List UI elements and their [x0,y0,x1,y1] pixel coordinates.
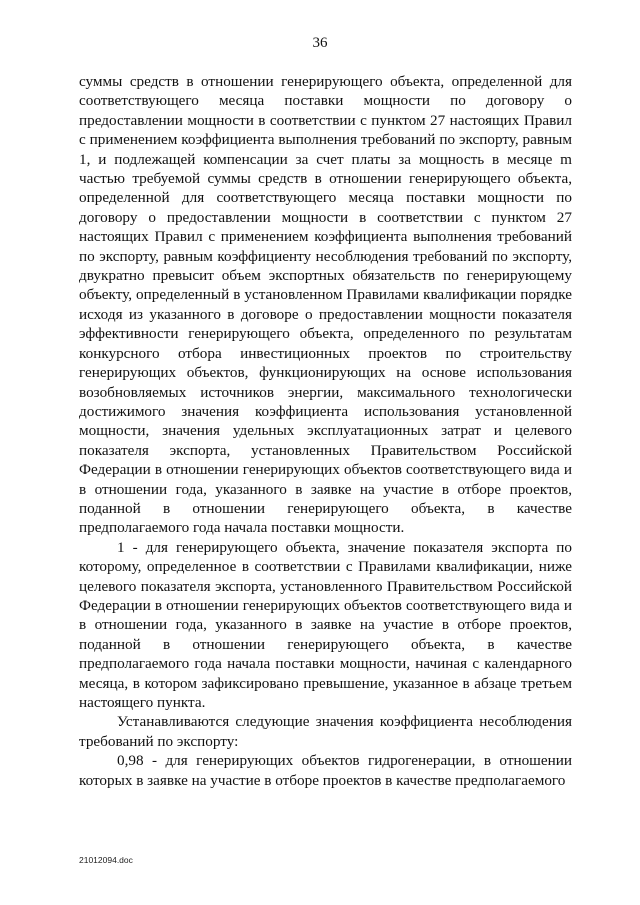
paragraph-4: 0,98 - для генерирующих объектов гидрогенерации, в отношении которых в заявке на участие в отборе проектов в качестве предполагаемого [79,752,572,789]
paragraph-2: 1 - для генерирующего объекта, значение показателя экспорта по которому, определенное в соответствии с Правилами квалификации, ниже целевого показателя экспорта, установленного Правительством Российской Федерации в отношении генерирующих объектов соответствующего вида и в отношении года, указанного в заявке на участие в отборе проектов, поданной в отношении генерирующего объекта, в качестве предполагаемого года начала поставки мощности, начиная с календарного месяца, в котором зафиксировано превышение, указанное в абзаце третьем настоящего пункта. [79,538,572,711]
page-number: 36 [312,35,328,51]
paragraph-3: Устанавливаются следующие значения коэффициента несоблюдения требований по экспорту: [79,713,572,750]
paragraph-1: суммы средств в отношении генерирующего объекта, определенной для соответствующего месяца поставки мощности по договору о предоставлении мощности в соответствии с пунктом 27 настоящих Правил с применением коэффициента выполнения требований по экспорту, равным 1, и подлежащей компенсации за счет платы за мощность в месяце m частью требуемой суммы средств в отношении генерирующего объекта, определенной для соответствующего месяца поставки мощности по договору о предоставлении мощности в соответствии с пунктом 27 настоящих Правил с применением коэффициента выполнения требований по экспорту, равным коэффициенту несоблюдения требований по экспорту, двукратно превысит объем экспортных обязательств по генерирующему объекту, определенный в установленном Правилами квалификации порядке исходя из указанного в договоре о предоставлении мощности показателя эффективности генерирующего объекта, определенного по результатам конкурсного отбора инвестиционных проектов по строительству генерирующих объектов, функционирующих на основе использования возобновляемых источников энергии, максимального технологически достижимого значения коэффициента использования установленной мощности, значения удельных эксплуатационных затрат и целевого показателя экспорта, установленных Правительством Российской Федерации в отношении генерирующих объектов соответствующего вида и в отношении года, указанного в заявке на участие в отборе проектов, поданной в отношении генерирующего объекта, в качестве предполагаемого года начала поставки мощности. [79,73,572,537]
footer-filename: 21012094.doc [79,855,133,865]
document-body [79,72,572,790]
